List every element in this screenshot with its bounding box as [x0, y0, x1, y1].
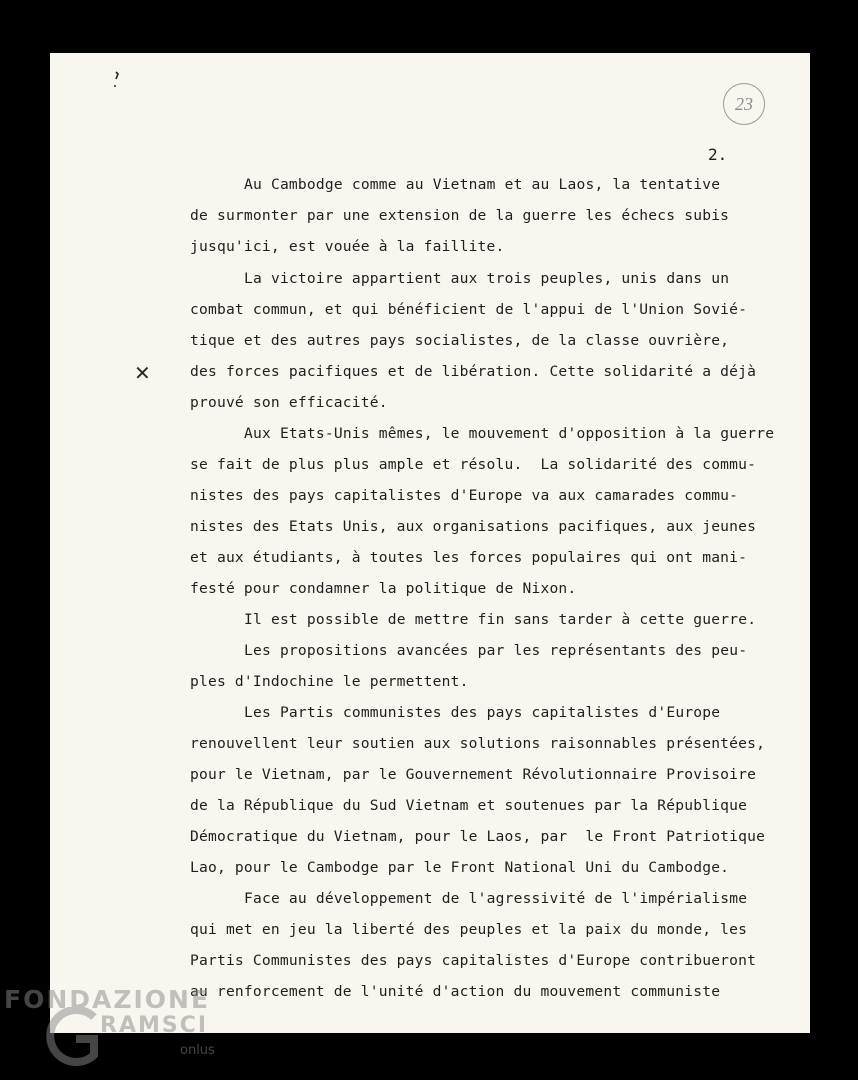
- watermark-line1: FONDAZIONE: [4, 985, 211, 1014]
- text-line: des forces pacifiques et de libération. Cette solidarité a déjà: [190, 363, 757, 380]
- text-line: pour le Vietnam, par le Gouvernement Révolutionnaire Provisoire: [190, 766, 757, 783]
- text-line: de la République du Sud Vietnam et soutenues par la République: [190, 797, 748, 814]
- text-line: nistes des Etats Unis, aux organisations pacifiques, aux jeunes: [190, 518, 757, 535]
- text-line: qui met en jeu la liberté des peuples et la paix du monde, les: [190, 921, 748, 938]
- text-line: au renforcement de l'unité d'action du mouvement communiste: [190, 983, 721, 1000]
- text-line: prouvé son efficacité.: [190, 394, 388, 411]
- text-line: combat commun, et qui bénéficient de l'appui de l'Union Sovié-: [190, 301, 748, 318]
- folio-number: 23: [735, 94, 753, 114]
- text-line: jusqu'ici, est vouée à la faillite.: [190, 238, 505, 255]
- text-line: Partis Communistes des pays capitalistes d'Europe contribueront: [190, 952, 757, 969]
- text-line: Lao, pour le Cambodge par le Front National Uni du Cambodge.: [190, 859, 730, 876]
- foundation-watermark: [4, 985, 224, 1080]
- text-line: Au Cambodge comme au Vietnam et au Laos, la tentative: [244, 176, 721, 193]
- text-line: nistes des pays capitalistes d'Europe va aux camarades commu-: [190, 487, 739, 504]
- document-page: [50, 53, 810, 1033]
- text-line: Les Partis communistes des pays capitalistes d'Europe: [244, 704, 721, 721]
- text-line: festé pour condamner la politique de Nixon.: [190, 580, 577, 597]
- text-line: Face au développement de l'agressivité de l'impérialisme: [244, 890, 748, 907]
- page-number: 2.: [708, 145, 728, 164]
- text-line: tique et des autres pays socialistes, de la classe ouvrière,: [190, 332, 730, 349]
- text-line: et aux étudiants, à toutes les forces populaires qui ont mani-: [190, 549, 748, 566]
- watermark-line2: RAMSCI: [100, 1013, 209, 1038]
- text-line: La victoire appartient aux trois peuples, unis dans un: [244, 270, 730, 287]
- margin-cross-mark: ✕: [134, 361, 151, 385]
- watermark-line3: onlus: [180, 1043, 215, 1058]
- text-line: Les propositions avancées par les représentants des peu-: [244, 642, 748, 659]
- folio-stamp: [723, 83, 765, 125]
- text-line: de surmonter par une extension de la guerre les échecs subis: [190, 207, 730, 224]
- text-line: ples d'Indochine le permettent.: [190, 673, 469, 690]
- text-line: se fait de plus plus ample et résolu. La solidarité des commu-: [190, 456, 757, 473]
- text-line: renouvellent leur soutien aux solutions raisonnables présentées,: [190, 735, 766, 752]
- text-line: Aux Etats-Unis mêmes, le mouvement d'opposition à la guerre: [244, 425, 775, 442]
- text-line: Démocratique du Vietnam, pour le Laos, par le Front Patriotique: [190, 828, 766, 845]
- ink-specks: [110, 70, 124, 122]
- watermark-g-logo-icon: [34, 1007, 104, 1067]
- text-line: Il est possible de mettre fin sans tarder à cette guerre.: [244, 611, 757, 628]
